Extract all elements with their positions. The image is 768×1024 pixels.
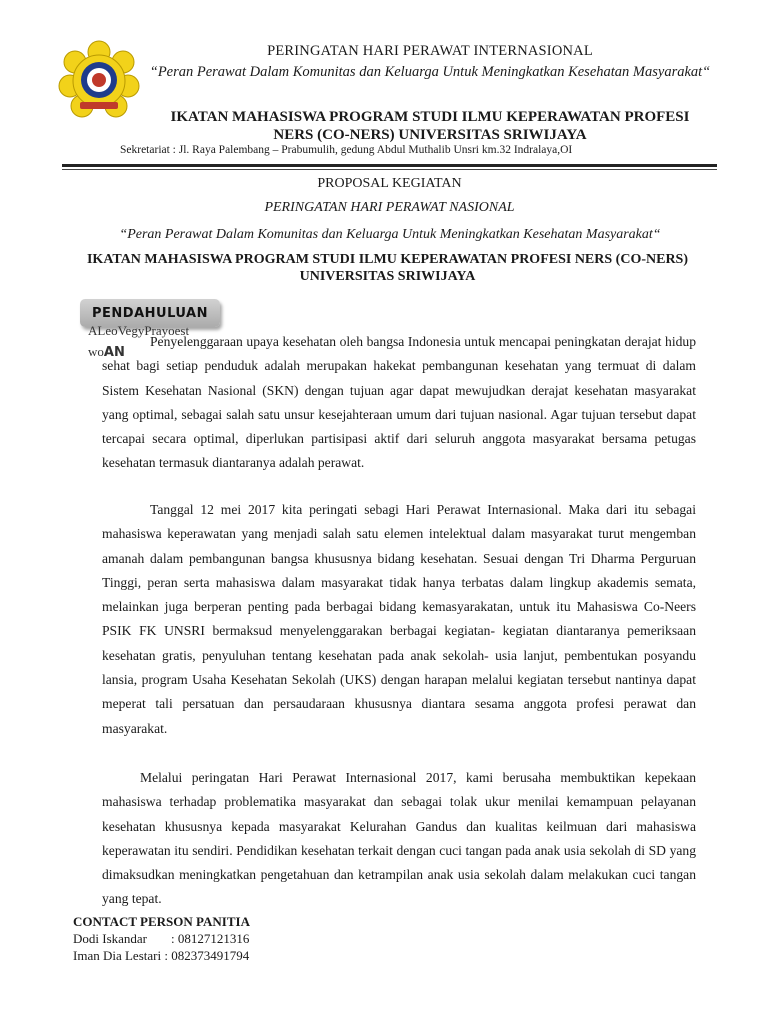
contact-row bbox=[73, 948, 249, 964]
contact-separator: : bbox=[164, 948, 172, 963]
header-theme: “Peran Perawat Dalam Komunitas dan Keluarga Untuk Meningkatkan Kesehatan Masyarakat“ bbox=[149, 64, 711, 80]
header-divider bbox=[62, 164, 717, 167]
contact-row bbox=[73, 931, 249, 947]
proposal-theme: “Peran Perawat Dalam Komunitas dan Keluarga Untuk Meningkatkan Kesehatan Masyarakat“ bbox=[119, 227, 661, 242]
body-paragraph: Melalui peringatan Hari Perawat Internasional 2017, kami berusaha membuktikan kepekaan mahasiswa terhadap problematika masyarakat dan sebagai tolak ukur menilai kemampuan pelayanan kesehatan khususnya kepada masyarakat Kelurahan Gandus dan kualitas keilmuan dari mahasiswa keperawatan itu sendiri. Pendidikan kesehatan terkait dengan cuci tangan pada anak usia sekolah di SD yang dimaksudkan meningkatkan pengetahuan dan ketrampilan anak usia sekolah dalam melakukan cuci tangan yang tepat. bbox=[102, 770, 696, 907]
overlay-text-bold: AN bbox=[103, 345, 125, 360]
header-address: Sekretariat : Jl. Raya Palembang – Prabumulih, gedung Abdul Muthalib Unsri km.32 Indralaya,OI bbox=[120, 144, 573, 156]
overlay-text-prefix: wo bbox=[88, 344, 104, 359]
header-organization: IKATAN MAHASISWA PROGRAM STUDI ILMU KEPERAWATAN PROFESI NERS (CO-NERS) UNIVERSITAS SRIWIJAYA bbox=[170, 109, 690, 143]
proposal-title: PROPOSAL KEGIATAN bbox=[317, 176, 462, 191]
proposal-organization: IKATAN MAHASISWA PROGRAM STUDI ILMU KEPERAWATAN PROFESI NERS (CO-NERS) UNIVERSITAS SRIWIJAYA bbox=[86, 252, 688, 284]
body-paragraph: Tanggal 12 mei 2017 kita peringati sebagi Hari Perawat Internasional. Maka dari itu sebagai mahasiswa keperawatan yang menjadi salah satu elemen intelektual dalam masyarakat turut mengemban amanah dalam pembangunan bangsa khususnya bidang kesehatan. Sesuai dengan Tri Dharma Perguruan Tinggi, peran serta mahasiswa dalam masyarakat tidak hanya terbatas dalam lingkup akademis semata, melainkan juga berperan penting pada berbagai bidang kemasyarakatan, untuk itu Mahasiswa Co-Neers PSIK FK UNSRI bermaksud menyelenggarakan berbagai kegiatan- kegiatan diantaranya pemeriksaan kesehatan gratis, penyuluhan tentang kesehatan pada anak sekolah- usia lanjut, pembentukan posyandu lansia, program Usaha Kesehatan Sekolah (UKS) dengan harapan melalui kegiatan tersebut nantinya dapat meperat tali persatuan dan persaudaraan khususnya diantara sesama anggota profesi perawat dan masyarakat. bbox=[102, 502, 696, 736]
overlay-text-artifact: ALeoVegyPrayoest bbox=[88, 323, 190, 338]
body-paragraph: Penyelenggaraan upaya kesehatan oleh bangsa Indonesia untuk mencapai peningkatan derajat hidup sehat bagi setiap penduduk adalah merupakan hakekat pembangunan kesehatan yang termuat di dalam Sistem Kesehatan Nasional (SKN) dengan tujuan agar dapat mewujudkan derajat kesehatan masyarakat yang optimal, sebagai salah satu unsur kesejahteraan umum dari tujuan nasional. Agar tujuan tersebut dapat tercapai secara optimal, diperlukan partisipasi aktif dari seluruh anggota masyarakat bersama petugas kesehatan termasuk diantaranya adalah perawat. bbox=[102, 334, 696, 471]
contact-phone: 082373491794 bbox=[171, 948, 250, 963]
contact-name: Iman Dia Lestari bbox=[73, 948, 162, 963]
contact-name: Dodi Iskandar bbox=[73, 931, 148, 946]
header-title: PERINGATAN HARI PERAWAT INTERNASIONAL bbox=[267, 43, 593, 59]
proposal-event: PERINGATAN HARI PERAWAT NASIONAL bbox=[264, 200, 515, 215]
header-divider-thin bbox=[62, 169, 717, 170]
contact-title: CONTACT PERSON PANITIA bbox=[73, 914, 250, 929]
contact-phone: 08127121316 bbox=[177, 931, 250, 946]
university-seal-icon bbox=[58, 40, 140, 122]
contact-separator: : bbox=[171, 931, 178, 946]
section-heading-pendahuluan: PENDAHULUAN bbox=[80, 299, 220, 327]
